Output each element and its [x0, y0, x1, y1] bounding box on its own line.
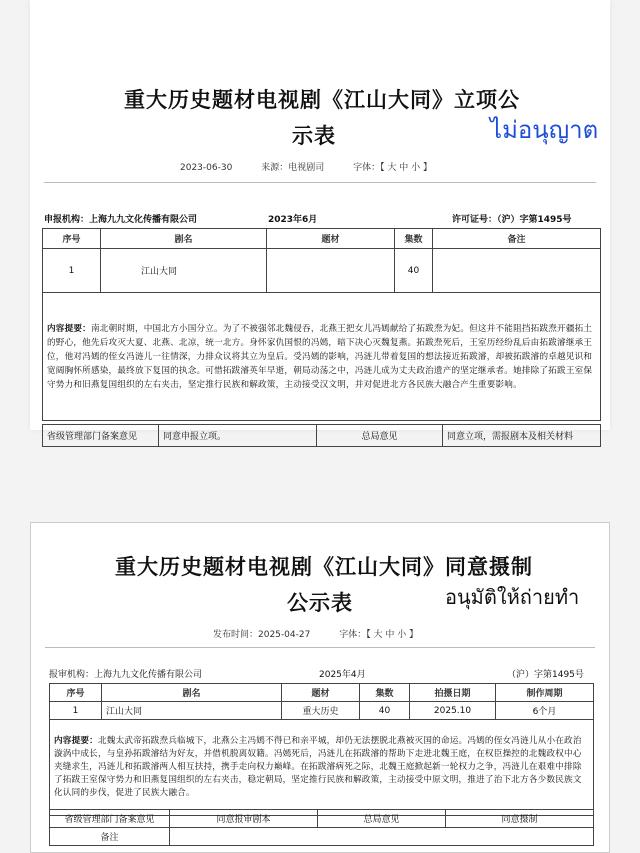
doc1-content-cell [43, 293, 601, 421]
doc1-cell-no: 1 [43, 249, 101, 293]
doc2-header-row [50, 684, 594, 702]
doc2-divider [45, 647, 595, 648]
doc2-thai-caption: อนุมัติให้ถ่ายทำ [445, 585, 580, 609]
doc2-apply-date: 2025年4月 [319, 670, 366, 680]
doc2-table [49, 683, 594, 816]
doc2-footer-table [49, 809, 594, 846]
doc2-cell-shoot-date: 2025.10 [410, 702, 496, 720]
doc2-remark-label: 备注 [50, 828, 170, 846]
doc1-title-line1: 重大历史题材电视剧《江山大同》立项公 [124, 88, 520, 112]
doc2-col-shoot-date: 拍摄日期 [410, 684, 496, 702]
doc2-title-line2: 公示表 [287, 591, 353, 615]
doc1-title-line2: 示表 [292, 124, 336, 148]
doc1-table [42, 228, 601, 421]
doc1-thai-watermark: ไม่อนุญาต [490, 116, 599, 144]
doc2-cell-title: 江山大同 [102, 702, 282, 720]
doc2-col-no: 序号 [50, 684, 102, 702]
table-row [50, 702, 594, 720]
doc2-content-cell [50, 720, 594, 816]
doc1-cell-episodes: 40 [395, 249, 433, 293]
doc1-col-no: 序号 [43, 229, 101, 249]
doc1-meta-row [180, 160, 458, 173]
doc1-apply-date: 2023年6月 [268, 215, 318, 225]
doc1-content-row [43, 293, 601, 421]
doc2-date: 发布时间：2025-04-27 [213, 630, 311, 640]
doc1-col-episodes: 集数 [395, 229, 433, 249]
doc1-col-title: 剧名 [101, 229, 267, 249]
doc1-footer-provincial-label: 省级管理部门备案意见 [43, 425, 159, 447]
doc2-meta-row [213, 627, 444, 640]
doc2-footer-bureau-label: 总局意见 [318, 810, 446, 828]
doc2-col-title: 剧名 [102, 684, 282, 702]
doc2-col-genre: 题材 [282, 684, 360, 702]
doc2-title-line1: 重大历史题材电视剧《江山大同》同意摄制 [115, 555, 533, 579]
doc2-content-text: 北魏太武帝拓跋焘兵临城下，北燕公主冯嫣不得已和亲平城，却仍无法摆脱北燕被灭国的命运。冯嫣的侄女冯涟儿从小在政治漩涡中成长，与皇孙拓跋濬结为好友，并借机脱离奴籍。冯嫣死后，冯涟儿在拓跋濬的帮助下走进北魏王庭，在权臣操控的北魏政权中心夹缝求生，冯涟儿和拓跋濬两人相互扶持，携手走向权力巅峰。在拓跋濬病死之际，北魏王庭掀起新一轮权力之争，冯涟儿在艰难中排除了拓跋王室保守势力和旧燕复国组织的左右夹击，稳定朝局，坚定推行民族和解政策，主动接受中原文明，推进了治下北方各少数民族文化认同的步伐，促进了民族大融合。 [54, 736, 582, 798]
table-row [43, 249, 601, 293]
doc2-applicant: 报审机构：上海九九文化传播有限公司 [49, 670, 203, 680]
doc1-footer-provincial-opinion: 同意申报立项。 [159, 425, 317, 447]
doc2-cell-no: 1 [50, 702, 102, 720]
doc1-applicant: 申报机构：上海九九文化传播有限公司 [44, 215, 198, 225]
doc1-footer-bureau-opinion: 同意立项，需报剧本及相关材料 [443, 425, 601, 447]
doc1-cell-remark [433, 249, 601, 293]
doc2-cell-episodes: 40 [360, 702, 410, 720]
doc1-font-size-switch[interactable]: 字体：【 大 中 小 】 [353, 163, 433, 173]
doc2-footer-provincial-label: 省级管理部门备案意见 [50, 810, 170, 828]
doc1-cell-title: 江山大同 [101, 249, 267, 293]
doc1-cell-genre [267, 249, 395, 293]
doc1-col-genre: 题材 [267, 229, 395, 249]
doc1-footer-row [43, 425, 601, 447]
doc1-header-row [43, 229, 601, 249]
doc1-col-remark: 备注 [433, 229, 601, 249]
doc1-source: 来源：电视剧司 [261, 163, 325, 173]
doc2-col-production-cycle: 制作周期 [496, 684, 594, 702]
doc1-content-label: 内容提要： [47, 323, 91, 334]
doc1-content-text: 南北朝时期，中国北方小国分立。为了不被强邻北魏侵吞，北燕王把女儿冯嫣献给了拓跋焘为妃。但这并不能阻挡拓跋焘开疆拓土的野心，他先后攻灭大夏、北燕、北凉，统一北方。身怀家仇国恨的冯嫣，暗下决心灭魏复燕。拓跋焘死后，王室历经纷乱后由拓跋濬继承王位，他对冯嫣的侄女冯涟儿一往情深，力排众议将其立为皇后。受冯嫣的影响，冯涟儿带着复国的想法接近拓跋濬，却被拓跋濬的卓越见识和宽阔胸怀所感染，最终放下复国的执念。可惜拓跋濬英年早逝，朝局动荡之中，冯涟儿成为丈夫政治遗产的坚定继承者。她排除了拓跋王室保守势力和旧燕复国组织的左右夹击，坚定推行民族和解政策，主动接受汉文明，并对促进北方各民族大融合产生重要影响。 [47, 323, 593, 390]
doc2-license: （沪）字第1495号 [507, 670, 584, 680]
doc2-cell-production-cycle: 6个月 [496, 702, 594, 720]
filming-approval-2025 [30, 522, 610, 853]
doc1-license: 许可证号：（沪）字第1495号 [452, 215, 572, 225]
doc2-cell-genre: 重大历史 [282, 702, 360, 720]
doc2-col-episodes: 集数 [360, 684, 410, 702]
doc2-content-label: 内容提要： [54, 736, 98, 746]
doc2-footer-bureau-opinion: 同意摄制 [446, 810, 594, 828]
doc1-footer-table [42, 424, 601, 447]
doc2-footer-row [50, 810, 594, 828]
doc1-divider [44, 182, 596, 183]
doc2-footer-provincial-opinion: 同意报审剧本 [170, 810, 318, 828]
doc1-date: 2023-06-30 [180, 163, 233, 173]
doc2-font-size-switch[interactable]: 字体：【 大 中 小 】 [339, 630, 419, 640]
doc2-content-row [50, 720, 594, 816]
doc2-remark-row [50, 828, 594, 846]
doc1-footer-bureau-label: 总局意见 [317, 425, 443, 447]
approval-notice-2023 [30, 0, 610, 442]
doc2-remark-value [170, 828, 594, 846]
